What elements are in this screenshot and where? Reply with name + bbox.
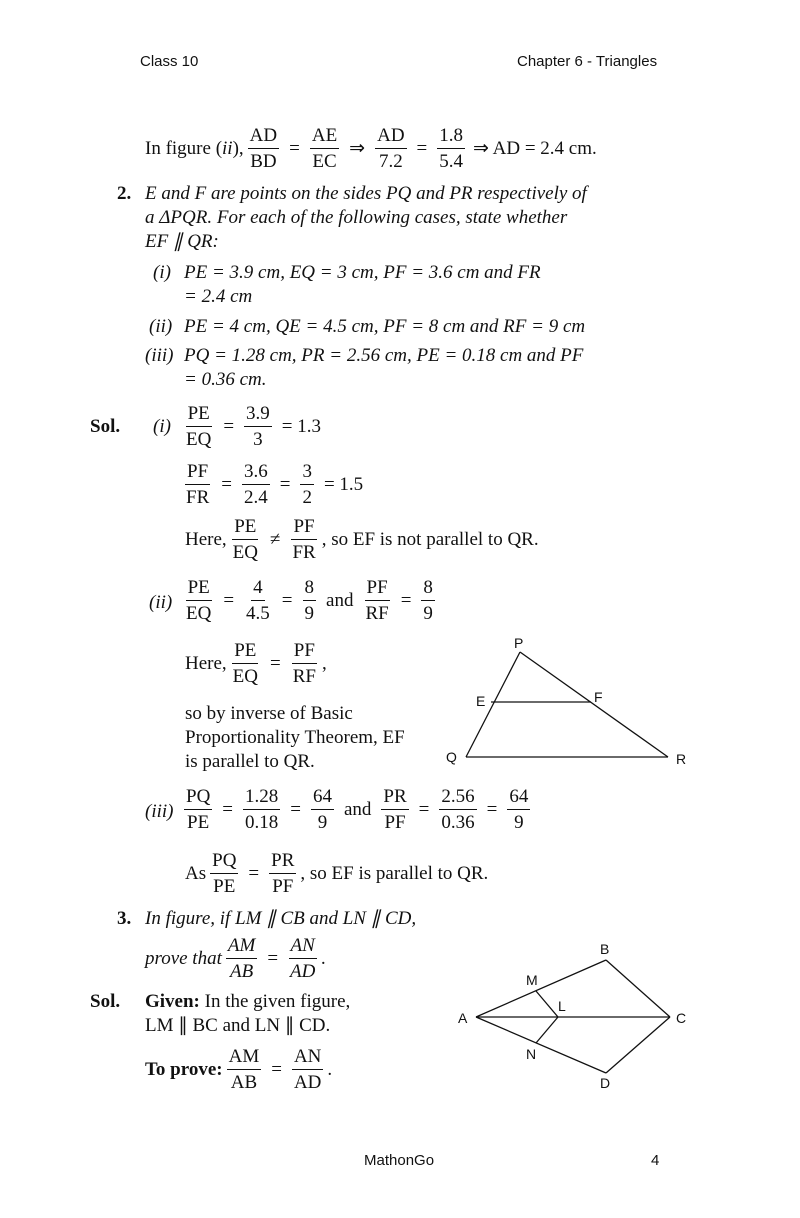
denominator: AB — [229, 961, 254, 982]
denominator: EQ — [232, 666, 258, 687]
segment-da — [476, 1017, 606, 1073]
numerator: PF — [292, 640, 317, 664]
fraction — [269, 850, 296, 898]
equals-sign: = — [279, 474, 291, 495]
fraction — [291, 640, 318, 688]
fraction — [248, 125, 279, 173]
numerator: 3 — [300, 461, 314, 485]
fraction — [210, 850, 238, 898]
point-label-n: N — [526, 1046, 537, 1062]
numerator: 8 — [421, 577, 435, 601]
fraction — [292, 1046, 323, 1094]
equals-sign: = — [221, 474, 232, 495]
sol2-label: Sol. — [90, 416, 121, 437]
quadrilateral-abcd-figure — [450, 935, 700, 1100]
segment-ab — [476, 960, 606, 1017]
sol2-iii-label: (iii) — [145, 801, 174, 822]
fraction — [507, 786, 530, 834]
implies-sign: ⇒ — [349, 138, 366, 159]
q2-line3: EF ∥ QR: — [145, 231, 219, 252]
fraction — [231, 516, 260, 564]
sol3-toprove — [145, 1046, 332, 1094]
sol2-ii-label: (ii) — [149, 592, 173, 613]
sol2-ii-text1: so by inverse of Basic — [185, 703, 353, 724]
fraction — [226, 935, 257, 983]
point-label-m: M — [526, 972, 538, 988]
numerator: 3.9 — [244, 403, 272, 427]
segment-cd — [606, 1017, 670, 1073]
denominator: 9 — [317, 812, 328, 833]
sol2-ii-row — [180, 577, 439, 625]
numerator: 4 — [251, 577, 265, 601]
fraction — [242, 461, 270, 509]
numerator: PE — [186, 577, 212, 601]
here-text: Here, — [185, 653, 227, 674]
fraction — [437, 125, 465, 173]
equals-sign: = — [271, 1059, 282, 1080]
sol3-given — [145, 990, 350, 1014]
segment-ml — [536, 991, 558, 1017]
numerator: 1.28 — [243, 786, 280, 810]
q2-case-i-label: (i) — [153, 262, 171, 283]
vertex-label-d: D — [600, 1075, 611, 1091]
fraction — [231, 640, 260, 688]
denominator: PF — [384, 812, 406, 833]
numerator: PE — [232, 640, 258, 664]
numerator: 8 — [303, 577, 317, 601]
denominator: EQ — [186, 429, 212, 450]
q2-case-i-line2: = 2.4 cm — [184, 286, 253, 307]
vertex-label-r: R — [676, 751, 687, 767]
intro-prefix: In figure ( — [145, 138, 223, 159]
equals-sign: = — [289, 138, 300, 159]
header-class: Class 10 — [140, 53, 199, 70]
denominator: EQ — [186, 603, 212, 624]
fraction — [184, 403, 213, 451]
sol2-ii-text3: is parallel to QR. — [185, 751, 315, 772]
q2-line2: a ΔPQR. For each of the following cases, state whether — [145, 207, 568, 228]
to-prove-label: To prove: — [145, 1059, 223, 1080]
numerator: 64 — [311, 786, 334, 810]
denominator: 7.2 — [378, 151, 403, 172]
fraction — [244, 403, 272, 451]
fraction — [244, 577, 272, 625]
numerator: PF — [185, 461, 210, 485]
denominator: AB — [230, 1072, 258, 1093]
equals-sign: = — [418, 799, 430, 820]
point-label-e: E — [476, 693, 486, 709]
denominator: RF — [292, 666, 316, 687]
sol2-i-label: (i) — [153, 416, 171, 437]
period: . — [321, 948, 327, 969]
numerator: PE — [232, 516, 258, 540]
numerator: 3.6 — [242, 461, 270, 485]
denominator: 9 — [514, 812, 524, 833]
vertex-label-a: A — [458, 1010, 468, 1026]
numerator: AM — [227, 1046, 262, 1070]
fraction — [227, 1046, 262, 1094]
denominator: AD — [293, 1072, 322, 1093]
and-text: and — [343, 799, 372, 820]
prove-text: prove that — [145, 948, 222, 969]
sol2-i-row2 — [180, 461, 369, 509]
q2-case-iii-line1: PQ = 1.28 cm, PR = 2.56 cm, PE = 0.18 cm and PF — [184, 345, 584, 366]
fraction — [439, 786, 476, 834]
fraction — [184, 461, 211, 509]
segment-ln — [536, 1017, 558, 1043]
here-text: Here, — [185, 529, 227, 550]
equals-sign: = — [416, 138, 428, 159]
sol2-iii-as — [185, 850, 488, 898]
denominator: EQ — [232, 542, 258, 563]
denominator: EC — [312, 151, 337, 172]
not-equal-sign: ≠ — [270, 529, 281, 550]
numerator: AD — [248, 125, 279, 149]
denominator: FR — [292, 542, 316, 563]
given-label: Given: — [145, 991, 200, 1012]
q2-case-ii-label: (ii) — [149, 316, 173, 337]
vertex-label-c: C — [676, 1010, 687, 1026]
given-text: In the given figure, — [199, 991, 351, 1012]
numerator: PR — [381, 786, 408, 810]
denominator: BD — [250, 151, 277, 172]
vertex-label-b: B — [600, 941, 610, 957]
segment-bc — [606, 960, 670, 1017]
numerator: PR — [269, 850, 296, 874]
numerator: 64 — [507, 786, 530, 810]
sol2-i-row1 — [180, 403, 327, 451]
denominator: 2 — [302, 487, 312, 508]
triangle-pqr-figure — [430, 630, 700, 775]
vertex-label-q: Q — [446, 749, 457, 765]
equals-sign: = — [223, 416, 235, 437]
header-chapter: Chapter 6 - Triangles — [517, 53, 658, 70]
conclusion-text: , so EF is parallel to QR. — [300, 863, 489, 884]
intro-result: ⇒ AD = 2.4 cm. — [473, 138, 597, 159]
fraction — [303, 577, 317, 625]
side-qp — [466, 652, 520, 757]
sol2-iii-row — [180, 786, 534, 834]
sol2-ii-text2: Proportionality Theorem, EF — [185, 727, 405, 748]
q2-case-i-line1: PE = 3.9 cm, EQ = 3 cm, PF = 3.6 cm and FR — [184, 262, 541, 283]
fraction — [363, 577, 390, 625]
fraction — [290, 516, 317, 564]
fraction — [310, 125, 339, 173]
as-text: As — [185, 863, 207, 884]
denominator: 0.18 — [245, 812, 279, 833]
equals-sign: = — [223, 590, 235, 611]
denominator: PF — [272, 876, 294, 897]
period: . — [327, 1059, 333, 1080]
numerator: PE — [186, 403, 212, 427]
denominator: 4.5 — [246, 603, 270, 624]
equals-sign: = — [486, 799, 498, 820]
denominator: 9 — [304, 603, 315, 624]
denominator: RF — [365, 603, 389, 624]
intro-suffix: ), — [232, 138, 244, 159]
q3-line1: In figure, if LM ∥ CB and LN ∥ CD, — [145, 908, 417, 929]
fraction — [243, 786, 280, 834]
result: = 1.5 — [323, 474, 364, 495]
numerator: AN — [289, 935, 317, 959]
fraction — [184, 786, 212, 834]
denominator: PE — [213, 876, 236, 897]
conclusion-text: , so EF is not parallel to QR. — [321, 529, 539, 550]
equals-sign: = — [400, 590, 412, 611]
fraction — [288, 935, 317, 983]
numerator: AN — [292, 1046, 323, 1070]
numerator: AE — [310, 125, 339, 149]
denominator: 5.4 — [439, 151, 464, 172]
vertex-label-p: P — [514, 635, 524, 651]
numerator: PQ — [210, 850, 238, 874]
q2-case-iii-line2: = 0.36 cm. — [184, 369, 267, 390]
q2-line1: E and F are points on the sides PQ and PR respectively of — [145, 183, 587, 204]
sol2-i-here — [185, 516, 539, 564]
fraction — [300, 461, 314, 509]
denominator: 3 — [253, 429, 263, 450]
denominator: 2.4 — [243, 487, 268, 508]
q2-case-iii-label: (iii) — [145, 345, 174, 366]
denominator: PE — [187, 812, 210, 833]
fraction — [311, 786, 334, 834]
q2-case-ii-line1: PE = 4 cm, QE = 4.5 cm, PF = 8 cm and RF = 9 cm — [184, 316, 586, 337]
numerator: PF — [291, 516, 316, 540]
comma: , — [321, 653, 327, 674]
numerator: 1.8 — [437, 125, 465, 149]
fraction — [375, 125, 406, 173]
footer-brand: MathonGo — [364, 1152, 435, 1169]
equals-sign: = — [248, 863, 260, 884]
result: = 1.3 — [281, 416, 322, 437]
sol3-given-line2: LM ∥ BC and LN ∥ CD. — [145, 1015, 331, 1036]
numerator: AD — [375, 125, 406, 149]
intro-fig-id: ii — [222, 138, 233, 159]
q2-number: 2. — [117, 183, 132, 204]
sol3-label: Sol. — [90, 991, 121, 1012]
numerator: PQ — [184, 786, 212, 810]
numerator: PF — [365, 577, 390, 601]
point-label-l: L — [558, 998, 566, 1014]
numerator: AM — [226, 935, 257, 959]
intro-line — [145, 125, 597, 173]
and-text: and — [326, 590, 354, 611]
denominator: 0.36 — [441, 812, 475, 833]
equals-sign: = — [281, 590, 293, 611]
equals-sign: = — [270, 653, 281, 674]
fraction — [381, 786, 408, 834]
sol2-ii-here — [185, 640, 327, 688]
page-number: 4 — [651, 1152, 660, 1169]
equals-sign: = — [290, 799, 301, 820]
fraction — [184, 577, 213, 625]
denominator: FR — [186, 487, 210, 508]
fraction — [421, 577, 435, 625]
equals-sign: = — [267, 948, 279, 969]
point-label-f: F — [594, 689, 603, 705]
numerator: 2.56 — [439, 786, 476, 810]
denominator: AD — [290, 961, 316, 982]
denominator: 9 — [423, 603, 433, 624]
q3-prove — [145, 935, 326, 983]
q3-number: 3. — [117, 908, 132, 929]
equals-sign: = — [222, 799, 234, 820]
